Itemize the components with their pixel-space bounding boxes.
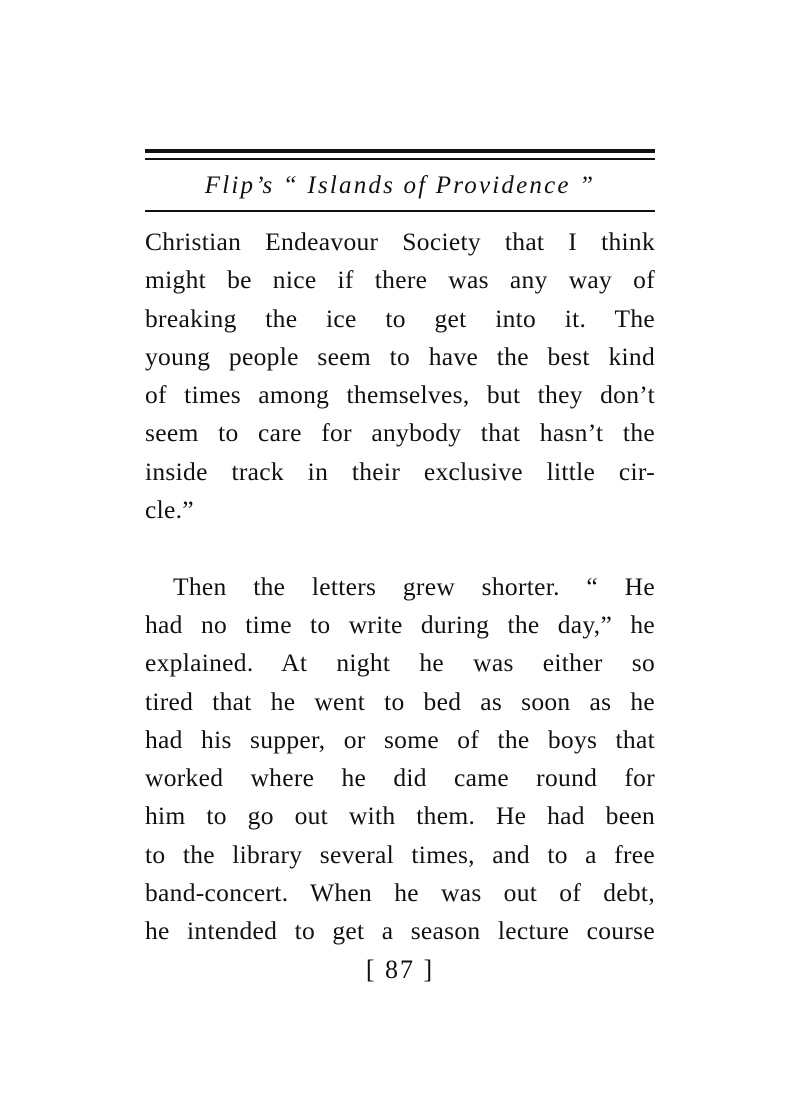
body-text [145,223,655,951]
text-line: seem to care for anybody that hasn’t the [145,418,655,448]
page-number: [ 87 ] [365,955,435,984]
text-line: young people seem to have the best kind [145,341,655,371]
text-line: tired that he went to bed as soon as he [145,686,655,716]
running-head: Flip’s “ Islands of Providence ” [204,172,596,199]
text-line: band-concert. When he was out of debt, [145,878,655,908]
text-line: inside track in their exclusive little cir- [145,456,655,486]
text-line: worked where he did came round for [145,763,655,793]
text-line: of times among themselves, but they don’t [145,380,655,410]
header-rule-thick [145,149,655,153]
text-line: Christian Endeavour Society that I think [145,227,655,256]
text-line: he intended to get a season lecture course [145,916,655,946]
text-line: had his supper, or some of the boys that [145,724,655,754]
text-line: breaking the ice to get into it. The [145,303,655,333]
text-line: might be nice if there was any way of [145,265,655,295]
paragraph-gap [145,529,655,567]
text-line: cle.” [145,495,194,525]
text-line: to the library several times, and to a free [145,839,655,869]
header-rule-thin [145,158,655,160]
text-line: him to go out with them. He had been [145,801,655,831]
text-line: had no time to write during the day,” he [145,609,655,639]
text-line: explained. At night he was either so [145,648,655,678]
header-rule-bottom [145,210,655,212]
text-line: Then the letters grew shorter. “ He [173,571,655,601]
